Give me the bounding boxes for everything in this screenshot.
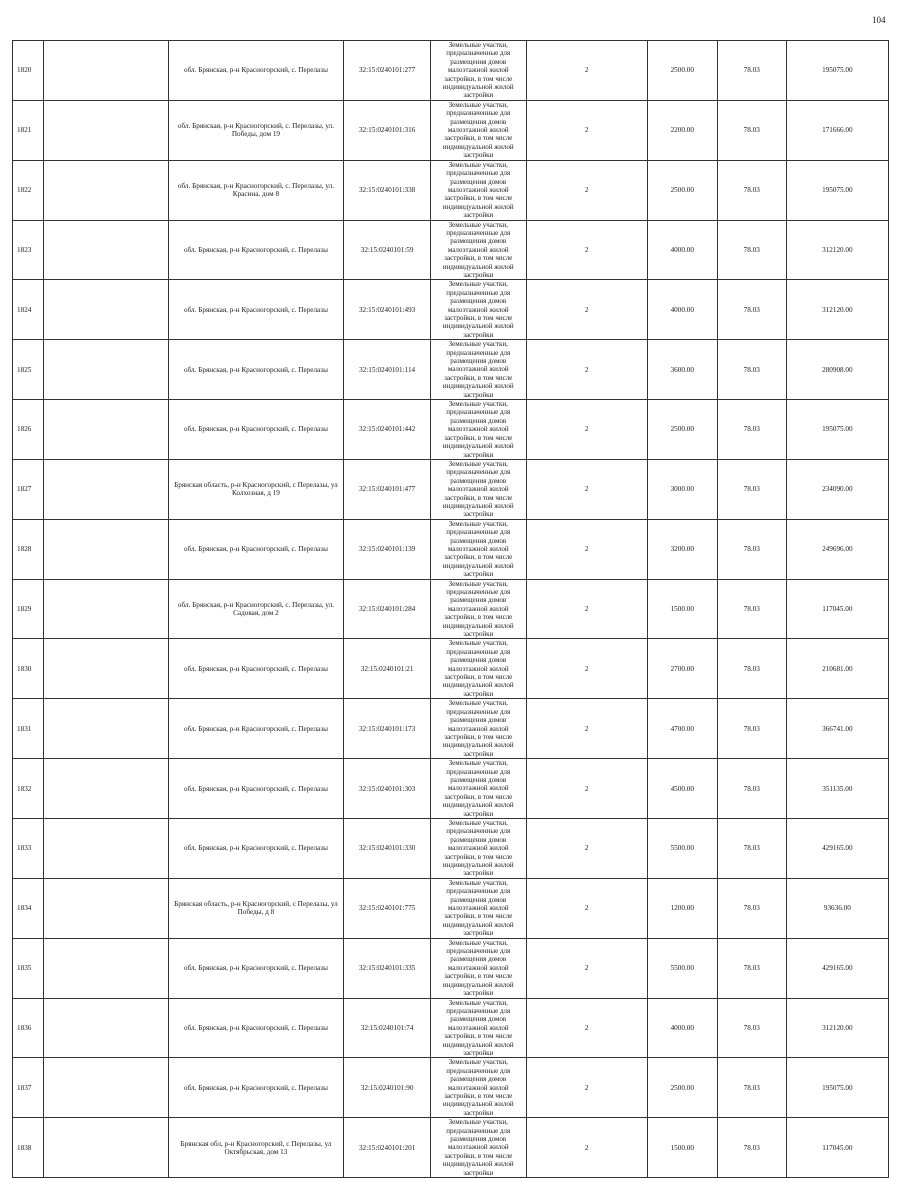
- specific-value-cell: 78.03: [717, 100, 786, 160]
- specific-value-cell: 78.03: [717, 938, 786, 998]
- cadastral-value-cell: 280908.00: [786, 340, 888, 400]
- blank-cell: [44, 938, 169, 998]
- address-cell: обл. Брянская, р-н Красногорский, с. Перелазы: [168, 340, 344, 400]
- registry-body: [13, 41, 889, 1178]
- row-number-cell: 1836: [13, 998, 44, 1058]
- blank-cell: [44, 639, 169, 699]
- address-cell: обл. Брянская, р-н Красногорский, с. Перелазы: [168, 280, 344, 340]
- land-use-purpose-cell: Земельные участки, предназначенные для размещения домов малоэтажной жилой застройки, в том числе индивидуальной жилой застройки: [430, 639, 526, 699]
- specific-value-cell: 78.03: [717, 998, 786, 1058]
- cadastral-number-cell: 32:15:0240101:90: [344, 1058, 431, 1118]
- cadastral-number-cell: 32:15:0240101:303: [344, 759, 431, 819]
- area-cell: 2700.00: [647, 639, 717, 699]
- area-cell: 2500.00: [647, 41, 717, 101]
- cadastral-value-cell: 429165.00: [786, 938, 888, 998]
- table-row: [13, 938, 889, 998]
- use-group-cell: 2: [526, 1058, 647, 1118]
- table-row: [13, 579, 889, 639]
- specific-value-cell: 78.03: [717, 1058, 786, 1118]
- area-cell: 5500.00: [647, 818, 717, 878]
- address-cell: Брянская область, р-н Красногорский, с Перелазы, ул Победы, д 8: [168, 878, 344, 938]
- specific-value-cell: 78.03: [717, 699, 786, 759]
- area-cell: 5500.00: [647, 938, 717, 998]
- table-row: [13, 340, 889, 400]
- cadastral-number-cell: 32:15:0240101:335: [344, 938, 431, 998]
- row-number-cell: 1820: [13, 41, 44, 101]
- use-group-cell: 2: [526, 878, 647, 938]
- address-cell: обл. Брянская, р-н Красногорский, с. Перелазы: [168, 41, 344, 101]
- address-cell: обл. Брянская, р-н Красногорский, с. Перелазы: [168, 400, 344, 460]
- row-number-cell: 1828: [13, 519, 44, 579]
- row-number-cell: 1821: [13, 100, 44, 160]
- table-row: [13, 699, 889, 759]
- blank-cell: [44, 100, 169, 160]
- land-use-purpose-cell: Земельные участки, предназначенные для размещения домов малоэтажной жилой застройки, в том числе индивидуальной жилой застройки: [430, 519, 526, 579]
- area-cell: 4700.00: [647, 699, 717, 759]
- land-use-purpose-cell: Земельные участки, предназначенные для размещения домов малоэтажной жилой застройки, в том числе индивидуальной жилой застройки: [430, 459, 526, 519]
- area-cell: 2500.00: [647, 400, 717, 460]
- address-cell: обл. Брянская, р-н Красногорский, с. Перелазы: [168, 759, 344, 819]
- cadastral-number-cell: 32:15:0240101:21: [344, 639, 431, 699]
- land-use-purpose-cell: Земельные участки, предназначенные для размещения домов малоэтажной жилой застройки, в том числе индивидуальной жилой застройки: [430, 160, 526, 220]
- table-row: [13, 1118, 889, 1178]
- cadastral-number-cell: 32:15:0240101:442: [344, 400, 431, 460]
- specific-value-cell: 78.03: [717, 41, 786, 101]
- cadastral-number-cell: 32:15:0240101:139: [344, 519, 431, 579]
- table-row: [13, 220, 889, 280]
- use-group-cell: 2: [526, 519, 647, 579]
- specific-value-cell: 78.03: [717, 340, 786, 400]
- cadastral-number-cell: 32:15:0240101:477: [344, 459, 431, 519]
- area-cell: 3200.00: [647, 519, 717, 579]
- blank-cell: [44, 519, 169, 579]
- use-group-cell: 2: [526, 1118, 647, 1178]
- cadastral-value-cell: 117045.00: [786, 579, 888, 639]
- land-use-purpose-cell: Земельные участки, предназначенные для размещения домов малоэтажной жилой застройки, в том числе индивидуальной жилой застройки: [430, 938, 526, 998]
- specific-value-cell: 78.03: [717, 280, 786, 340]
- land-use-purpose-cell: Земельные участки, предназначенные для размещения домов малоэтажной жилой застройки, в том числе индивидуальной жилой застройки: [430, 41, 526, 101]
- cadastral-value-cell: 234090.00: [786, 459, 888, 519]
- cadastral-value-cell: 210681.00: [786, 639, 888, 699]
- blank-cell: [44, 340, 169, 400]
- row-number-cell: 1833: [13, 818, 44, 878]
- cadastral-value-cell: 171666.00: [786, 100, 888, 160]
- use-group-cell: 2: [526, 818, 647, 878]
- land-registry-table: [12, 40, 889, 1178]
- table-row: [13, 519, 889, 579]
- blank-cell: [44, 579, 169, 639]
- table-row: [13, 759, 889, 819]
- row-number-cell: 1837: [13, 1058, 44, 1118]
- land-use-purpose-cell: Земельные участки, предназначенные для размещения домов малоэтажной жилой застройки, в том числе индивидуальной жилой застройки: [430, 220, 526, 280]
- address-cell: обл. Брянская, р-н Красногорский, с. Перелазы: [168, 699, 344, 759]
- blank-cell: [44, 220, 169, 280]
- row-number-cell: 1823: [13, 220, 44, 280]
- blank-cell: [44, 878, 169, 938]
- table-row: [13, 1058, 889, 1118]
- cadastral-number-cell: 32:15:0240101:201: [344, 1118, 431, 1178]
- cadastral-value-cell: 93636.00: [786, 878, 888, 938]
- area-cell: 1200.00: [647, 878, 717, 938]
- table-row: [13, 459, 889, 519]
- area-cell: 4000.00: [647, 280, 717, 340]
- area-cell: 2500.00: [647, 160, 717, 220]
- address-cell: обл. Брянская, р-н Красногорский, с. Перелазы, ул. Красина, дом 8: [168, 160, 344, 220]
- row-number-cell: 1831: [13, 699, 44, 759]
- specific-value-cell: 78.03: [717, 759, 786, 819]
- cadastral-number-cell: 32:15:0240101:59: [344, 220, 431, 280]
- blank-cell: [44, 280, 169, 340]
- cadastral-number-cell: 32:15:0240101:284: [344, 579, 431, 639]
- table-row: [13, 160, 889, 220]
- cadastral-value-cell: 195075.00: [786, 41, 888, 101]
- row-number-cell: 1826: [13, 400, 44, 460]
- cadastral-value-cell: 312120.00: [786, 220, 888, 280]
- table-row: [13, 639, 889, 699]
- row-number-cell: 1827: [13, 459, 44, 519]
- address-cell: обл. Брянская, р-н Красногорский, с. Перелазы, ул. Садовая, дом 2: [168, 579, 344, 639]
- row-number-cell: 1832: [13, 759, 44, 819]
- cadastral-number-cell: 32:15:0240101:330: [344, 818, 431, 878]
- use-group-cell: 2: [526, 639, 647, 699]
- blank-cell: [44, 818, 169, 878]
- cadastral-number-cell: 32:15:0240101:493: [344, 280, 431, 340]
- cadastral-value-cell: 195075.00: [786, 1058, 888, 1118]
- use-group-cell: 2: [526, 400, 647, 460]
- address-cell: обл. Брянская, р-н Красногорский, с. Перелазы: [168, 639, 344, 699]
- row-number-cell: 1835: [13, 938, 44, 998]
- blank-cell: [44, 400, 169, 460]
- land-use-purpose-cell: Земельные участки, предназначенные для размещения домов малоэтажной жилой застройки, в том числе индивидуальной жилой застройки: [430, 280, 526, 340]
- cadastral-number-cell: 32:15:0240101:114: [344, 340, 431, 400]
- area-cell: 1500.00: [647, 1118, 717, 1178]
- blank-cell: [44, 160, 169, 220]
- cadastral-number-cell: 32:15:0240101:277: [344, 41, 431, 101]
- land-use-purpose-cell: Земельные участки, предназначенные для размещения домов малоэтажной жилой застройки, в том числе индивидуальной жилой застройки: [430, 699, 526, 759]
- cadastral-value-cell: 117045.00: [786, 1118, 888, 1178]
- specific-value-cell: 78.03: [717, 459, 786, 519]
- row-number-cell: 1834: [13, 878, 44, 938]
- land-use-purpose-cell: Земельные участки, предназначенные для размещения домов малоэтажной жилой застройки, в том числе индивидуальной жилой застройки: [430, 340, 526, 400]
- land-use-purpose-cell: Земельные участки, предназначенные для размещения домов малоэтажной жилой застройки, в том числе индивидуальной жилой застройки: [430, 998, 526, 1058]
- address-cell: обл. Брянская, р-н Красногорский, с. Перелазы: [168, 818, 344, 878]
- land-use-purpose-cell: Земельные участки, предназначенные для размещения домов малоэтажной жилой застройки, в том числе индивидуальной жилой застройки: [430, 579, 526, 639]
- area-cell: 2200.00: [647, 100, 717, 160]
- address-cell: обл. Брянская, р-н Красногорский, с. Перелазы: [168, 938, 344, 998]
- land-use-purpose-cell: Земельные участки, предназначенные для размещения домов малоэтажной жилой застройки, в том числе индивидуальной жилой застройки: [430, 759, 526, 819]
- land-use-purpose-cell: Земельные участки, предназначенные для размещения домов малоэтажной жилой застройки, в том числе индивидуальной жилой застройки: [430, 878, 526, 938]
- cadastral-value-cell: 351135.00: [786, 759, 888, 819]
- blank-cell: [44, 759, 169, 819]
- area-cell: 4000.00: [647, 998, 717, 1058]
- address-cell: обл. Брянская, р-н Красногорский, с. Перелазы: [168, 1058, 344, 1118]
- blank-cell: [44, 41, 169, 101]
- area-cell: 2500.00: [647, 1058, 717, 1118]
- use-group-cell: 2: [526, 220, 647, 280]
- use-group-cell: 2: [526, 998, 647, 1058]
- use-group-cell: 2: [526, 699, 647, 759]
- area-cell: 1500.00: [647, 579, 717, 639]
- cadastral-number-cell: 32:15:0240101:775: [344, 878, 431, 938]
- table-row: [13, 100, 889, 160]
- specific-value-cell: 78.03: [717, 639, 786, 699]
- cadastral-value-cell: 195075.00: [786, 160, 888, 220]
- specific-value-cell: 78.03: [717, 160, 786, 220]
- specific-value-cell: 78.03: [717, 1118, 786, 1178]
- land-use-purpose-cell: Земельные участки, предназначенные для размещения домов малоэтажной жилой застройки, в том числе индивидуальной жилой застройки: [430, 818, 526, 878]
- specific-value-cell: 78.03: [717, 220, 786, 280]
- cadastral-value-cell: 195075.00: [786, 400, 888, 460]
- use-group-cell: 2: [526, 938, 647, 998]
- use-group-cell: 2: [526, 41, 647, 101]
- blank-cell: [44, 699, 169, 759]
- cadastral-value-cell: 312120.00: [786, 280, 888, 340]
- row-number-cell: 1822: [13, 160, 44, 220]
- address-cell: Брянская обл, р-н Красногорский, с Перелазы, ул Октябрьская, дом 13: [168, 1118, 344, 1178]
- land-use-purpose-cell: Земельные участки, предназначенные для размещения домов малоэтажной жилой застройки, в том числе индивидуальной жилой застройки: [430, 1118, 526, 1178]
- blank-cell: [44, 998, 169, 1058]
- page-number: 104: [872, 15, 886, 25]
- area-cell: 3000.00: [647, 459, 717, 519]
- cadastral-value-cell: 312120.00: [786, 998, 888, 1058]
- specific-value-cell: 78.03: [717, 519, 786, 579]
- cadastral-value-cell: 366741.00: [786, 699, 888, 759]
- land-use-purpose-cell: Земельные участки, предназначенные для размещения домов малоэтажной жилой застройки, в том числе индивидуальной жилой застройки: [430, 100, 526, 160]
- area-cell: 3600.00: [647, 340, 717, 400]
- cadastral-number-cell: 32:15:0240101:316: [344, 100, 431, 160]
- table-row: [13, 818, 889, 878]
- address-cell: обл. Брянская, р-н Красногорский, с. Перелазы, ул. Победы, дом 19: [168, 100, 344, 160]
- row-number-cell: 1824: [13, 280, 44, 340]
- row-number-cell: 1825: [13, 340, 44, 400]
- row-number-cell: 1838: [13, 1118, 44, 1178]
- cadastral-number-cell: 32:15:0240101:338: [344, 160, 431, 220]
- specific-value-cell: 78.03: [717, 400, 786, 460]
- land-use-purpose-cell: Земельные участки, предназначенные для размещения домов малоэтажной жилой застройки, в том числе индивидуальной жилой застройки: [430, 1058, 526, 1118]
- blank-cell: [44, 1118, 169, 1178]
- use-group-cell: 2: [526, 160, 647, 220]
- cadastral-number-cell: 32:15:0240101:74: [344, 998, 431, 1058]
- use-group-cell: 2: [526, 280, 647, 340]
- use-group-cell: 2: [526, 579, 647, 639]
- use-group-cell: 2: [526, 100, 647, 160]
- table-row: [13, 41, 889, 101]
- cadastral-value-cell: 249696.00: [786, 519, 888, 579]
- blank-cell: [44, 1058, 169, 1118]
- address-cell: обл. Брянская, р-н Красногорский, с. Перелазы: [168, 998, 344, 1058]
- table-row: [13, 280, 889, 340]
- land-use-purpose-cell: Земельные участки, предназначенные для размещения домов малоэтажной жилой застройки, в том числе индивидуальной жилой застройки: [430, 400, 526, 460]
- row-number-cell: 1829: [13, 579, 44, 639]
- cadastral-value-cell: 429165.00: [786, 818, 888, 878]
- row-number-cell: 1830: [13, 639, 44, 699]
- table-row: [13, 998, 889, 1058]
- specific-value-cell: 78.03: [717, 579, 786, 639]
- use-group-cell: 2: [526, 459, 647, 519]
- address-cell: обл. Брянская, р-н Красногорский, с. Перелазы: [168, 220, 344, 280]
- use-group-cell: 2: [526, 759, 647, 819]
- area-cell: 4500.00: [647, 759, 717, 819]
- specific-value-cell: 78.03: [717, 878, 786, 938]
- use-group-cell: 2: [526, 340, 647, 400]
- specific-value-cell: 78.03: [717, 818, 786, 878]
- area-cell: 4000.00: [647, 220, 717, 280]
- cadastral-number-cell: 32:15:0240101:173: [344, 699, 431, 759]
- address-cell: обл. Брянская, р-н Красногорский, с. Перелазы: [168, 519, 344, 579]
- blank-cell: [44, 459, 169, 519]
- table-row: [13, 878, 889, 938]
- address-cell: Брянская область, р-н Красногорский, с Перелазы, ул Колхозная, д 19: [168, 459, 344, 519]
- table-row: [13, 400, 889, 460]
